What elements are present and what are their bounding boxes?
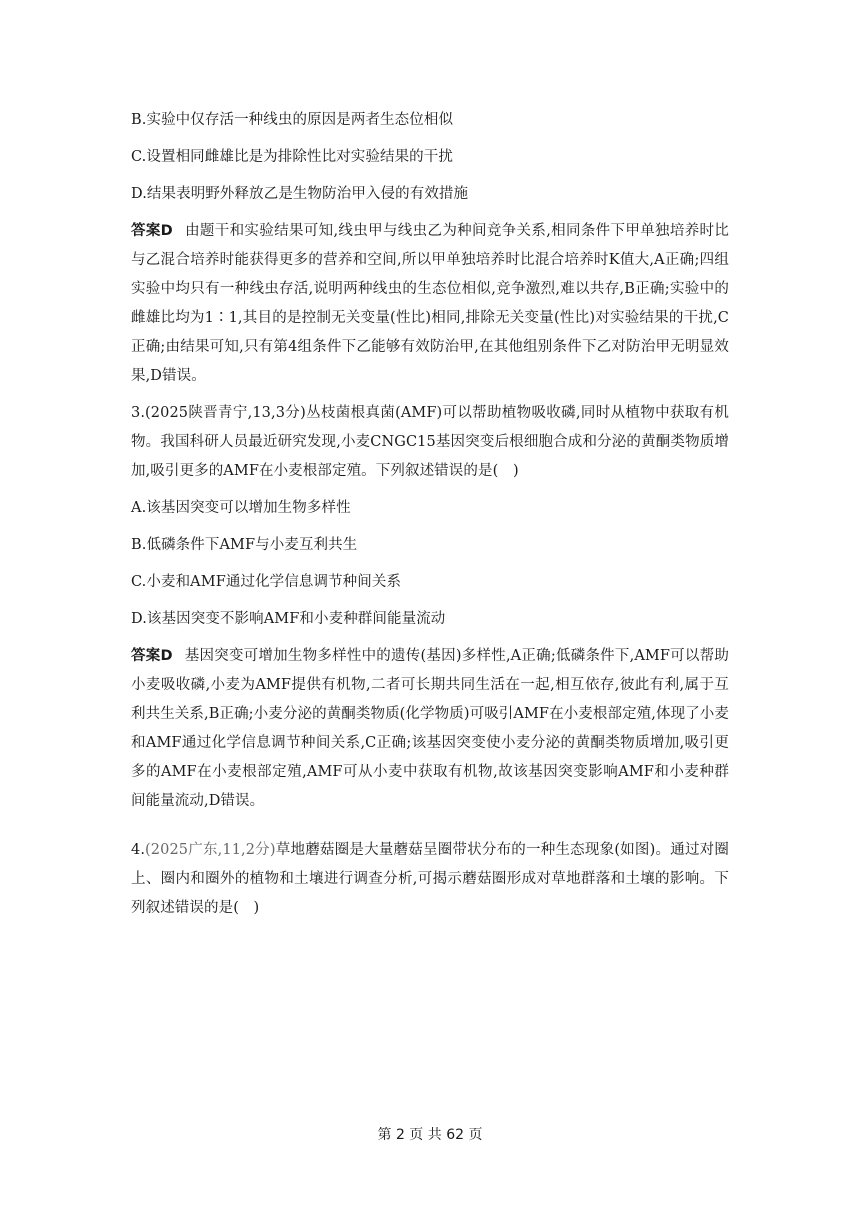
spacer [131,486,729,494]
q4-stem [131,836,729,923]
spacer [131,391,729,399]
q4-source: (2025广东,11,2分) [145,842,276,858]
q2-option-b: B.实验中仅存活一种线虫的原因是两者生态位相似 [131,112,454,128]
q3-option-a: A.该基因突变可以增加生物多样性 [131,500,351,516]
q4-stem-text: 草地蘑菇圈是大量蘑菇呈圈带状分布的一种生态现象(如图)。通过对圈上、圈内和圈外的植物和土壤进行调查分析,可揭示蘑菇圈形成对草地群落和土壤的影响。下列叙述错误的是( ) [131,842,729,916]
q2-option-d: D.结果表明野外释放乙是生物防治甲入侵的有效措施 [131,186,469,202]
q2-answer-label: 答案D [131,223,173,239]
q3-answer-text: 基因突变可增加生物多样性中的遗传(基因)多样性,A正确;低磷条件下,AMF可以帮助小麦吸收磷,小麦为AMF提供有机物,二者可长期共同生活在一起,相互依存,彼此有利,属于互利共生关系,B正确;小麦分泌的黄酮类物质(化学物质)可吸引AMF在小麦根部定殖,体现了小麦和AMF通过化学信息调节种间关系,C正确;该基因突变使小麦分泌的黄酮类物质增加,吸引更多的AMF在小麦根部定殖,AMF可从小麦中获取有机物,故该基因突变影响AMF和小麦种群间能量流动,D错误。 [131,648,729,809]
q2-answer-text: 由题干和实验结果可知,线虫甲与线虫乙为种间竞争关系,相同条件下甲单独培养时比与乙混合培养时能获得更多的营养和空间,所以甲单独培养时比混合培养时K值大,A正确;四组实验中均只有一种线虫存活,说明两种线虫的生态位相似,竞争激烈,难以共存,B正确;实验中的雌雄比均为1∶1,其目的是控制无关变量(性比)相同,排除无关变量(性比)对实验结果的干扰,C正确;由结果可知,只有第4组条件下乙能够有效防治甲,在其他组别条件下乙对防治甲无明显效果,D错误。 [131,223,730,384]
q3-answer-label: 答案D [131,648,173,664]
q3-answer [131,642,729,816]
q2-option-c: C.设置相同雌雄比是为排除性比对实验结果的干扰 [131,149,453,165]
page-content [131,106,729,923]
spacer [131,816,729,836]
q3-stem: 3.(2025陕晋青宁,13,3分)丛枝菌根真菌(AMF)可以帮助植物吸收磷,同时从植物中获取有机物。我国科研人员最近研究发现,小麦CNGC15基因突变后根细胞合成和分泌的黄酮类物质增加,吸引更多的AMF在小麦根部定殖。下列叙述错误的是( ) [131,405,729,479]
q2-answer [131,217,729,391]
page-footer: 第 2 页 共 62 页 [377,1127,483,1143]
q3-option-c: C.小麦和AMF通过化学信息调节种间关系 [131,574,402,590]
q4-number: 4. [131,842,146,858]
q3-option-b: B.低磷条件下AMF与小麦互利共生 [131,537,358,553]
q3-option-d: D.该基因突变不影响AMF和小麦种群间能量流动 [131,611,446,627]
